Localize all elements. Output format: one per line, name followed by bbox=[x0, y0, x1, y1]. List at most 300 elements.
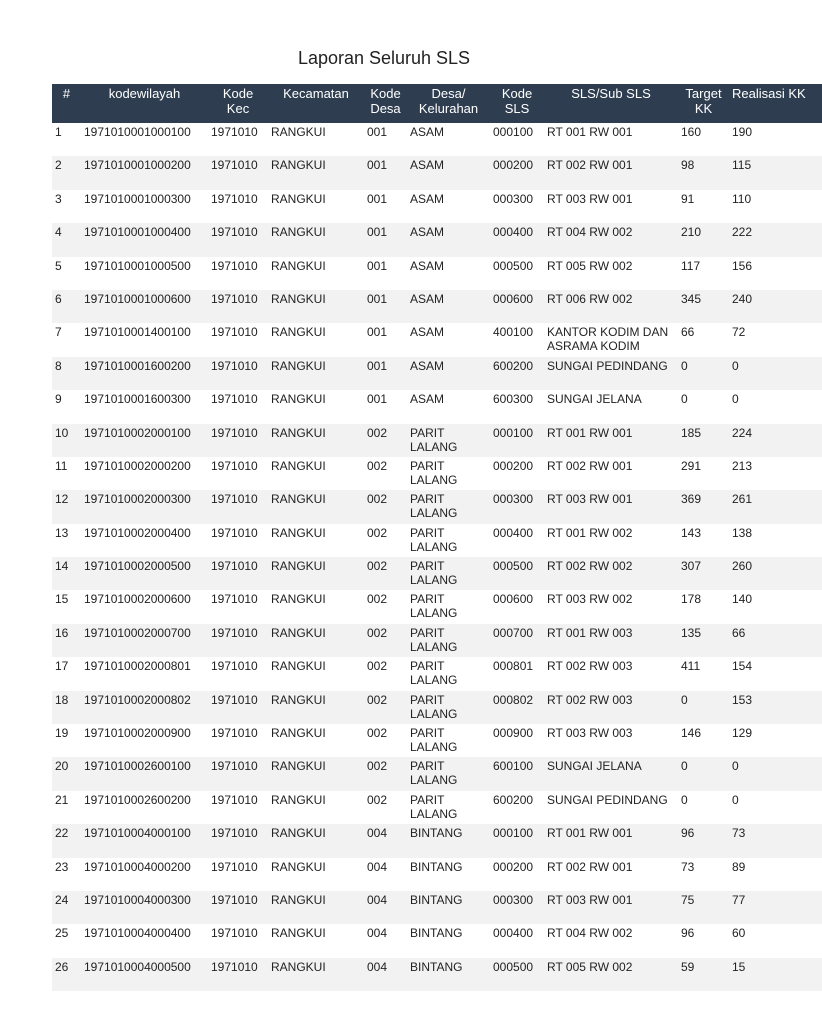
cell-sls-sub-sls: RT 002 RW 002 bbox=[544, 557, 678, 590]
cell-kecamatan: RANGKUI bbox=[271, 859, 326, 874]
cell-kode-kec: 1971010 bbox=[208, 891, 268, 924]
cell-desa-kelurahan: PARIT LALANG bbox=[407, 624, 490, 657]
cell-desa-kelurahan: PARIT LALANG bbox=[407, 557, 490, 590]
cell-kode-desa: 002 bbox=[367, 792, 388, 807]
cell-kode-kec: 1971010 bbox=[211, 458, 258, 473]
cell-desa-kelurahan: PARIT LALANG bbox=[410, 659, 458, 688]
cell-kode-kec: 1971010 bbox=[211, 859, 258, 874]
page-title: Laporan Seluruh SLS bbox=[297, 48, 471, 68]
cell-number: 18 bbox=[52, 691, 81, 724]
cell-kecamatan: RANGKUI bbox=[271, 726, 326, 741]
cell-kecamatan: RANGKUI bbox=[271, 659, 326, 674]
cell-desa-kelurahan: ASAM bbox=[407, 357, 490, 390]
cell-kode-kec: 1971010 bbox=[211, 659, 258, 674]
cell-number: 11 bbox=[55, 458, 68, 473]
cell-number: 23 bbox=[55, 859, 69, 874]
cell-desa-kelurahan: BINTANG bbox=[410, 859, 463, 874]
cell-kode-sls: 000600 bbox=[490, 290, 544, 323]
cell-realisasi-kk: 154 bbox=[732, 659, 753, 674]
cell-target-kk: 75 bbox=[678, 891, 729, 924]
cell-sls-sub-sls: SUNGAI JELANA bbox=[544, 757, 678, 790]
cell-kode-kec: 1971010 bbox=[208, 290, 268, 323]
cell-target-kk: 135 bbox=[678, 624, 729, 657]
cell-desa-kelurahan: BINTANG bbox=[410, 926, 463, 941]
cell-sls-sub-sls: RT 003 RW 001 bbox=[544, 891, 678, 924]
cell-kode-sls: 000100 bbox=[493, 125, 534, 139]
cell-target-kk: 91 bbox=[681, 191, 695, 206]
cell-number: 13 bbox=[55, 525, 69, 540]
cell-number: 14 bbox=[52, 557, 81, 590]
cell-realisasi-kk: 0 bbox=[732, 392, 739, 407]
table-row[interactable] bbox=[52, 858, 822, 891]
cell-realisasi-kk: 261 bbox=[729, 490, 822, 523]
cell-target-kk: 160 bbox=[681, 125, 702, 139]
cell-kode-sls: 000900 bbox=[493, 726, 534, 741]
cell-kodewilayah: 1971010002000700 bbox=[81, 624, 208, 657]
cell-realisasi-kk: 153 bbox=[729, 691, 822, 724]
cell-number: 22 bbox=[52, 824, 81, 857]
cell-sls-sub-sls: RT 002 RW 003 bbox=[547, 659, 633, 674]
cell-desa-kelurahan: BINTANG bbox=[407, 891, 490, 924]
cell-kode-sls: 000500 bbox=[490, 557, 544, 590]
cell-realisasi-kk: 110 bbox=[732, 191, 752, 206]
cell-kode-kec: 1971010 bbox=[211, 258, 258, 273]
cell-kode-sls: 000200 bbox=[493, 859, 534, 874]
cell-sls-sub-sls: RT 004 RW 002 bbox=[544, 223, 678, 256]
cell-kodewilayah: 1971010001000100 bbox=[84, 125, 191, 139]
cell-target-kk: 96 bbox=[678, 824, 729, 857]
cell-kecamatan: RANGKUI bbox=[268, 824, 364, 857]
cell-kecamatan: RANGKUI bbox=[268, 290, 364, 323]
cell-number: 3 bbox=[55, 191, 62, 206]
cell-realisasi-kk: 240 bbox=[729, 290, 822, 323]
cell-kode-desa: 001 bbox=[367, 258, 388, 273]
cell-kode-kec: 1971010 bbox=[208, 624, 268, 657]
cell-kode-sls: 000200 bbox=[490, 156, 544, 189]
cell-kode-kec: 1971010 bbox=[211, 926, 258, 941]
table-row[interactable] bbox=[52, 958, 822, 991]
cell-kode-sls: 000700 bbox=[490, 624, 544, 657]
table-row[interactable] bbox=[52, 557, 822, 590]
sls-table bbox=[52, 84, 822, 991]
cell-kode-desa: 002 bbox=[367, 592, 388, 607]
cell-sls-sub-sls: RT 005 RW 002 bbox=[544, 958, 678, 991]
cell-target-kk: 185 bbox=[678, 424, 729, 457]
cell-kodewilayah: 1971010004000500 bbox=[81, 958, 208, 991]
cell-number: 19 bbox=[55, 726, 69, 741]
table-row[interactable] bbox=[52, 257, 822, 290]
cell-kode-kec: 1971010 bbox=[208, 958, 268, 991]
cell-target-kk: 411 bbox=[681, 659, 701, 674]
cell-number: 15 bbox=[55, 592, 69, 607]
cell-realisasi-kk: 156 bbox=[732, 258, 753, 273]
cell-kode-kec: 1971010 bbox=[208, 490, 268, 523]
cell-realisasi-kk: 140 bbox=[732, 592, 753, 607]
cell-kode-desa: 002 bbox=[364, 691, 407, 724]
cell-kecamatan: RANGKUI bbox=[271, 458, 326, 473]
cell-kode-kec: 1971010 bbox=[208, 757, 268, 790]
cell-kode-kec: 1971010 bbox=[208, 557, 268, 590]
cell-kodewilayah: 1971010002000801 bbox=[84, 659, 191, 674]
table-row[interactable] bbox=[52, 824, 822, 857]
cell-kodewilayah: 1971010002000600 bbox=[84, 592, 191, 607]
cell-desa-kelurahan: ASAM bbox=[410, 191, 445, 206]
column-header-target-kk[interactable]: Target KK bbox=[678, 84, 729, 123]
table-row[interactable] bbox=[52, 924, 822, 957]
cell-kecamatan: RANGKUI bbox=[268, 958, 364, 991]
table-row[interactable] bbox=[52, 490, 822, 523]
cell-target-kk: 59 bbox=[678, 958, 729, 991]
cell-kodewilayah: 1971010001000500 bbox=[84, 258, 191, 273]
cell-kode-desa: 002 bbox=[367, 659, 388, 674]
cell-target-kk: 146 bbox=[681, 726, 702, 741]
cell-desa-kelurahan: PARIT LALANG bbox=[407, 691, 490, 724]
cell-kodewilayah: 1971010002000300 bbox=[81, 490, 208, 523]
cell-sls-sub-sls: RT 001 RW 001 bbox=[544, 424, 678, 457]
cell-number: 1 bbox=[55, 125, 62, 139]
cell-kode-sls: 000100 bbox=[490, 424, 544, 457]
cell-kecamatan: RANGKUI bbox=[268, 156, 364, 189]
cell-sls-sub-sls: RT 003 RW 003 bbox=[547, 726, 633, 741]
table-row[interactable] bbox=[52, 156, 822, 189]
column-header-kodewilayah[interactable]: kodewilayah bbox=[81, 84, 208, 123]
table-row[interactable] bbox=[52, 357, 822, 390]
cell-desa-kelurahan: PARIT LALANG bbox=[410, 592, 458, 621]
cell-kode-desa: 002 bbox=[364, 757, 407, 790]
cell-kode-sls: 000200 bbox=[493, 458, 534, 473]
cell-number: 16 bbox=[52, 624, 81, 657]
cell-target-kk: 96 bbox=[681, 926, 695, 941]
cell-target-kk: 0 bbox=[681, 392, 688, 407]
cell-kode-kec: 1971010 bbox=[208, 156, 268, 189]
cell-sls-sub-sls: RT 001 RW 002 bbox=[547, 525, 633, 540]
cell-kecamatan: RANGKUI bbox=[271, 792, 326, 807]
column-header-kode-desa[interactable]: Kode Desa bbox=[364, 84, 407, 123]
cell-kode-sls: 600300 bbox=[493, 392, 534, 407]
cell-kode-desa: 002 bbox=[367, 525, 388, 540]
cell-realisasi-kk: 222 bbox=[729, 223, 822, 256]
cell-number: 21 bbox=[55, 792, 69, 807]
cell-kodewilayah: 1971010002000400 bbox=[84, 525, 191, 540]
cell-desa-kelurahan: PARIT LALANG bbox=[410, 726, 458, 755]
cell-kodewilayah: 1971010004000400 bbox=[84, 926, 191, 941]
cell-number: 4 bbox=[52, 223, 81, 256]
cell-kode-sls: 600100 bbox=[490, 757, 544, 790]
cell-number: 5 bbox=[55, 258, 62, 273]
cell-kode-desa: 002 bbox=[364, 557, 407, 590]
cell-sls-sub-sls: RT 002 RW 001 bbox=[544, 156, 678, 189]
cell-sls-sub-sls: RT 002 RW 001 bbox=[547, 458, 633, 473]
cell-kode-sls: 000300 bbox=[493, 191, 534, 206]
cell-number: 24 bbox=[52, 891, 81, 924]
cell-kecamatan: RANGKUI bbox=[268, 557, 364, 590]
cell-desa-kelurahan: PARIT LALANG bbox=[410, 792, 458, 821]
cell-number: 12 bbox=[52, 490, 81, 523]
cell-number: 26 bbox=[52, 958, 81, 991]
cell-kecamatan: RANGKUI bbox=[271, 525, 326, 540]
column-header-desa-kelurahan[interactable]: Desa/ Kelurahan bbox=[407, 84, 490, 123]
column-header-kecamatan[interactable]: Kecamatan bbox=[268, 84, 364, 123]
column-header-sls-sub-sls[interactable]: SLS/Sub SLS bbox=[544, 84, 678, 123]
cell-desa-kelurahan: ASAM bbox=[410, 325, 445, 340]
column-header-realisasi-kk[interactable]: Realisasi KK bbox=[729, 84, 822, 123]
cell-kode-desa: 002 bbox=[367, 458, 388, 473]
cell-kode-sls: 000500 bbox=[490, 958, 544, 991]
cell-kode-sls: 000100 bbox=[490, 824, 544, 857]
cell-kode-desa: 001 bbox=[367, 325, 388, 340]
table-row[interactable] bbox=[52, 390, 822, 423]
cell-number: 17 bbox=[55, 659, 69, 674]
cell-kodewilayah: 1971010001400100 bbox=[84, 325, 191, 340]
cell-sls-sub-sls: RT 003 RW 002 bbox=[547, 592, 633, 607]
cell-realisasi-kk: 260 bbox=[729, 557, 822, 590]
cell-realisasi-kk: 224 bbox=[729, 424, 822, 457]
cell-kecamatan: RANGKUI bbox=[271, 592, 326, 607]
cell-kodewilayah: 1971010001000600 bbox=[81, 290, 208, 323]
cell-kode-desa: 001 bbox=[367, 191, 388, 206]
cell-desa-kelurahan: PARIT LALANG bbox=[410, 525, 458, 554]
cell-kode-desa: 004 bbox=[364, 891, 407, 924]
cell-kode-kec: 1971010 bbox=[208, 357, 268, 390]
cell-kode-sls: 000300 bbox=[490, 490, 544, 523]
cell-desa-kelurahan: BINTANG bbox=[407, 958, 490, 991]
cell-kode-desa: 001 bbox=[367, 392, 388, 407]
cell-realisasi-kk: 138 bbox=[732, 525, 753, 540]
cell-kode-kec: 1971010 bbox=[208, 223, 268, 256]
cell-kode-sls: 000802 bbox=[490, 691, 544, 724]
cell-target-kk: 98 bbox=[678, 156, 729, 189]
cell-kode-sls: 000400 bbox=[490, 223, 544, 256]
cell-sls-sub-sls: SUNGAI PEDINDANG bbox=[544, 357, 678, 390]
table-row[interactable] bbox=[52, 323, 822, 356]
table-row[interactable] bbox=[52, 891, 822, 924]
cell-kode-desa: 004 bbox=[367, 926, 388, 941]
cell-kode-sls: 600200 bbox=[490, 357, 544, 390]
cell-kode-desa: 001 bbox=[364, 156, 407, 189]
cell-realisasi-kk: 0 bbox=[729, 357, 822, 390]
cell-kode-kec: 1971010 bbox=[211, 792, 258, 807]
cell-desa-kelurahan: PARIT LALANG bbox=[407, 490, 490, 523]
cell-kode-sls: 000300 bbox=[490, 891, 544, 924]
cell-target-kk: 143 bbox=[681, 525, 702, 540]
cell-kodewilayah: 1971010002600100 bbox=[81, 757, 208, 790]
table-row[interactable] bbox=[52, 290, 822, 323]
cell-kodewilayah: 1971010001600200 bbox=[81, 357, 208, 390]
cell-kodewilayah: 1971010002000100 bbox=[81, 424, 208, 457]
cell-kecamatan: RANGKUI bbox=[271, 325, 326, 340]
cell-desa-kelurahan: ASAM bbox=[407, 290, 490, 323]
cell-kode-desa: 001 bbox=[364, 357, 407, 390]
table-row[interactable] bbox=[52, 424, 822, 457]
cell-target-kk: 210 bbox=[678, 223, 729, 256]
cell-target-kk: 66 bbox=[681, 325, 695, 340]
cell-kode-desa: 004 bbox=[367, 859, 388, 874]
cell-kecamatan: RANGKUI bbox=[268, 891, 364, 924]
cell-desa-kelurahan: ASAM bbox=[410, 258, 445, 273]
cell-number: 20 bbox=[52, 757, 81, 790]
table-row[interactable] bbox=[52, 524, 822, 557]
cell-realisasi-kk: 60 bbox=[732, 926, 746, 941]
cell-sls-sub-sls: RT 003 RW 001 bbox=[547, 191, 633, 206]
cell-desa-kelurahan: PARIT LALANG bbox=[407, 757, 490, 790]
column-header-kode-kec[interactable]: Kode Kec bbox=[208, 84, 268, 123]
cell-realisasi-kk: 0 bbox=[729, 757, 822, 790]
cell-kode-desa: 002 bbox=[364, 490, 407, 523]
cell-kodewilayah: 1971010004000100 bbox=[81, 824, 208, 857]
cell-kodewilayah: 1971010001000300 bbox=[84, 191, 191, 206]
cell-kecamatan: RANGKUI bbox=[268, 424, 364, 457]
cell-desa-kelurahan: BINTANG bbox=[407, 824, 490, 857]
cell-number: 25 bbox=[55, 926, 69, 941]
cell-kodewilayah: 1971010001000400 bbox=[81, 223, 208, 256]
cell-number: 7 bbox=[55, 325, 62, 340]
table-row[interactable] bbox=[52, 624, 822, 657]
cell-target-kk: 291 bbox=[681, 458, 702, 473]
table-row[interactable] bbox=[52, 757, 822, 790]
cell-kode-desa: 001 bbox=[364, 290, 407, 323]
cell-target-kk: 307 bbox=[678, 557, 729, 590]
cell-number: 2 bbox=[52, 156, 81, 189]
table-row[interactable] bbox=[52, 590, 822, 623]
cell-kode-kec: 1971010 bbox=[211, 325, 258, 340]
cell-target-kk: 0 bbox=[678, 757, 729, 790]
cell-kode-kec: 1971010 bbox=[208, 691, 268, 724]
cell-kecamatan: RANGKUI bbox=[271, 125, 326, 139]
cell-realisasi-kk: 129 bbox=[732, 726, 753, 741]
cell-kode-kec: 1971010 bbox=[208, 824, 268, 857]
sls-table-container[interactable] bbox=[52, 84, 806, 991]
cell-sls-sub-sls: RT 001 RW 003 bbox=[544, 624, 678, 657]
cell-sls-sub-sls: SUNGAI PEDINDANG bbox=[547, 792, 668, 807]
cell-sls-sub-sls: RT 002 RW 003 bbox=[544, 691, 678, 724]
cell-kode-kec: 1971010 bbox=[211, 592, 258, 607]
cell-kode-kec: 1971010 bbox=[208, 424, 268, 457]
table-row[interactable] bbox=[52, 457, 822, 490]
cell-sls-sub-sls: RT 001 RW 001 bbox=[544, 824, 678, 857]
cell-kecamatan: RANGKUI bbox=[268, 357, 364, 390]
table-body bbox=[52, 123, 822, 991]
cell-target-kk: 0 bbox=[678, 691, 729, 724]
cell-kode-sls: 000500 bbox=[493, 258, 534, 273]
cell-realisasi-kk: 89 bbox=[732, 859, 746, 874]
cell-target-kk: 0 bbox=[681, 792, 688, 807]
cell-kodewilayah: 1971010002600200 bbox=[84, 792, 191, 807]
cell-kecamatan: RANGKUI bbox=[268, 490, 364, 523]
cell-kodewilayah: 1971010002000802 bbox=[81, 691, 208, 724]
cell-realisasi-kk: 213 bbox=[732, 458, 753, 473]
cell-kode-sls: 400100 bbox=[493, 325, 534, 340]
cell-sls-sub-sls: RT 006 RW 002 bbox=[544, 290, 678, 323]
cell-realisasi-kk: 77 bbox=[729, 891, 822, 924]
cell-desa-kelurahan: ASAM bbox=[407, 223, 490, 256]
cell-kode-sls: 000400 bbox=[493, 525, 534, 540]
cell-realisasi-kk: 15 bbox=[729, 958, 822, 991]
cell-desa-kelurahan: ASAM bbox=[407, 156, 490, 189]
table-row[interactable] bbox=[52, 791, 822, 824]
cell-kecamatan: RANGKUI bbox=[268, 624, 364, 657]
table-row[interactable] bbox=[52, 223, 822, 256]
cell-kode-kec: 1971010 bbox=[211, 125, 258, 139]
cell-desa-kelurahan: ASAM bbox=[410, 392, 445, 407]
cell-desa-kelurahan: PARIT LALANG bbox=[410, 458, 458, 487]
cell-sls-sub-sls: KANTOR KODIM DAN ASRAMA KODIM bbox=[547, 325, 669, 354]
cell-kode-desa: 004 bbox=[364, 958, 407, 991]
cell-kode-sls: 000600 bbox=[493, 592, 534, 607]
cell-kecamatan: RANGKUI bbox=[268, 223, 364, 256]
cell-sls-sub-sls: RT 005 RW 002 bbox=[547, 258, 633, 273]
cell-realisasi-kk: 0 bbox=[732, 792, 739, 807]
cell-kodewilayah: 1971010002000200 bbox=[84, 458, 191, 473]
cell-kecamatan: RANGKUI bbox=[271, 191, 326, 206]
cell-sls-sub-sls: RT 001 RW 001 bbox=[547, 125, 633, 139]
cell-realisasi-kk: 73 bbox=[729, 824, 822, 857]
cell-kodewilayah: 1971010002000500 bbox=[81, 557, 208, 590]
cell-sls-sub-sls: RT 002 RW 001 bbox=[547, 859, 633, 874]
cell-kode-desa: 001 bbox=[364, 223, 407, 256]
table-header-row bbox=[52, 84, 822, 123]
cell-number: 6 bbox=[52, 290, 81, 323]
cell-kode-kec: 1971010 bbox=[211, 191, 258, 206]
cell-kode-desa: 002 bbox=[364, 624, 407, 657]
cell-kodewilayah: 1971010004000300 bbox=[81, 891, 208, 924]
cell-kodewilayah: 1971010004000200 bbox=[84, 859, 191, 874]
cell-kode-desa: 002 bbox=[367, 726, 388, 741]
cell-realisasi-kk: 72 bbox=[732, 325, 746, 340]
cell-target-kk: 117 bbox=[681, 258, 701, 273]
cell-target-kk: 369 bbox=[678, 490, 729, 523]
cell-kecamatan: RANGKUI bbox=[271, 258, 326, 273]
cell-kodewilayah: 1971010001600300 bbox=[84, 392, 191, 407]
cell-kodewilayah: 1971010001000200 bbox=[81, 156, 208, 189]
cell-realisasi-kk: 115 bbox=[729, 156, 822, 189]
cell-desa-kelurahan: ASAM bbox=[410, 125, 445, 139]
cell-desa-kelurahan: PARIT LALANG bbox=[407, 424, 490, 457]
table-row[interactable] bbox=[52, 123, 822, 156]
cell-realisasi-kk: 190 bbox=[732, 125, 753, 139]
cell-kecamatan: RANGKUI bbox=[268, 757, 364, 790]
cell-number: 9 bbox=[55, 392, 62, 407]
table-row[interactable] bbox=[52, 657, 822, 690]
cell-sls-sub-sls: RT 003 RW 001 bbox=[544, 490, 678, 523]
cell-number: 8 bbox=[52, 357, 81, 390]
cell-kode-sls: 600200 bbox=[493, 792, 534, 807]
cell-kodewilayah: 1971010002000900 bbox=[84, 726, 191, 741]
cell-kecamatan: RANGKUI bbox=[268, 691, 364, 724]
cell-kode-desa: 004 bbox=[364, 824, 407, 857]
cell-kode-kec: 1971010 bbox=[211, 525, 258, 540]
cell-number: 10 bbox=[52, 424, 81, 457]
cell-sls-sub-sls: RT 004 RW 002 bbox=[547, 926, 633, 941]
cell-target-kk: 0 bbox=[678, 357, 729, 390]
cell-kecamatan: RANGKUI bbox=[271, 392, 326, 407]
column-header-number[interactable]: # bbox=[52, 84, 81, 123]
table-row[interactable] bbox=[52, 190, 822, 223]
table-row[interactable] bbox=[52, 724, 822, 757]
column-header-kode-sls[interactable]: Kode SLS bbox=[490, 84, 544, 123]
cell-kode-kec: 1971010 bbox=[211, 726, 258, 741]
cell-kode-sls: 000801 bbox=[493, 659, 534, 674]
cell-kecamatan: RANGKUI bbox=[271, 926, 326, 941]
cell-kode-sls: 000400 bbox=[493, 926, 534, 941]
cell-target-kk: 73 bbox=[681, 859, 695, 874]
cell-kode-desa: 001 bbox=[367, 125, 388, 139]
table-row[interactable] bbox=[52, 691, 822, 724]
cell-target-kk: 345 bbox=[678, 290, 729, 323]
cell-kode-desa: 002 bbox=[364, 424, 407, 457]
cell-target-kk: 178 bbox=[681, 592, 702, 607]
cell-sls-sub-sls: SUNGAI JELANA bbox=[547, 392, 642, 407]
cell-kode-kec: 1971010 bbox=[211, 392, 258, 407]
